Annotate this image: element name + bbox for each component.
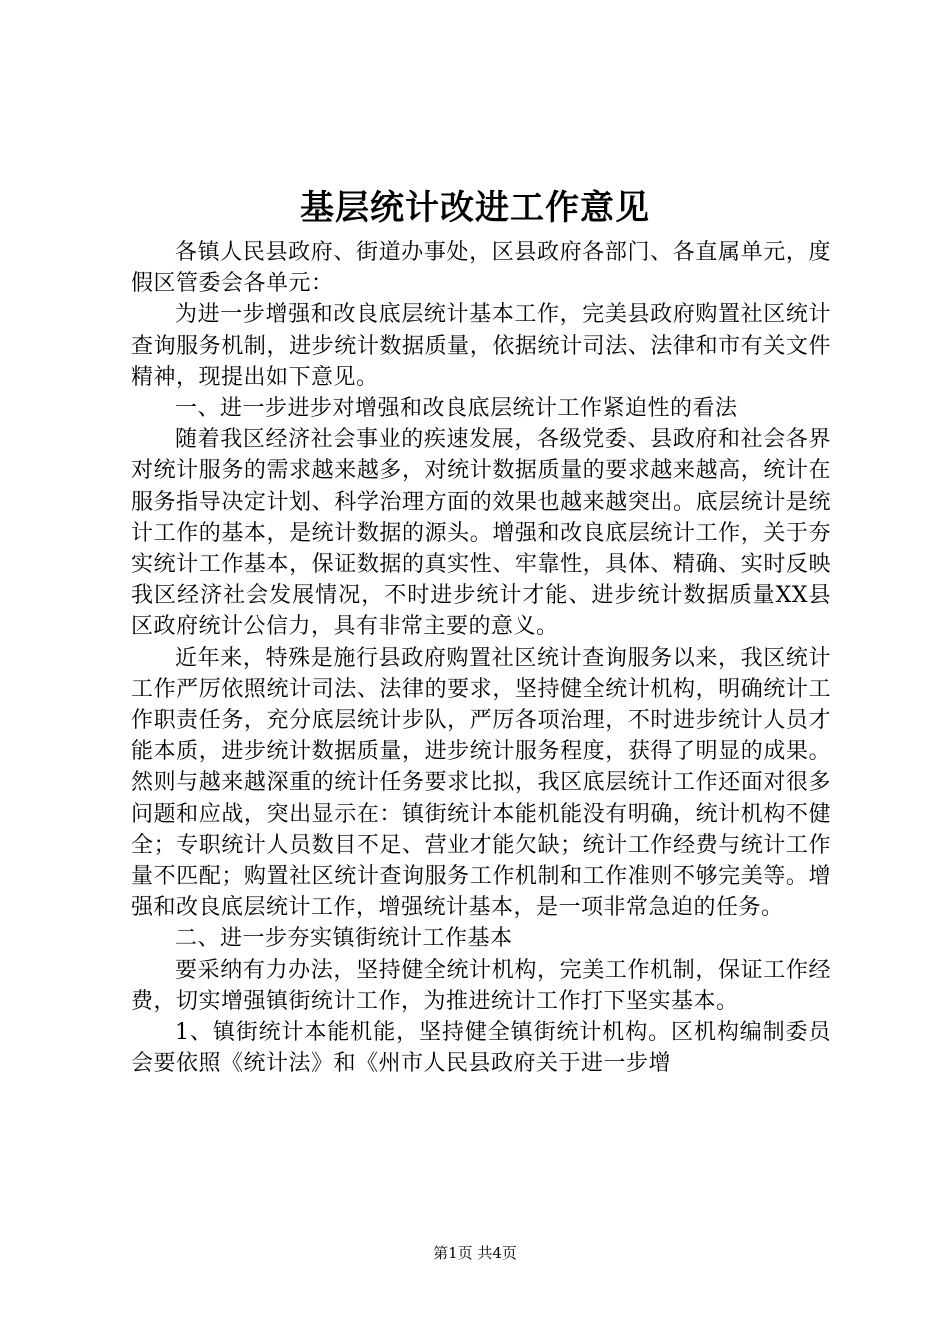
document-title: 基层统计改进工作意见 — [300, 188, 650, 228]
body-paragraph: 随着我区经济社会事业的疾速发展，各级党委、县政府和社会各界对统计服务的需求越来越多，对统计数据质量的要求越来越高，统计在服务指导决定计划、科学治理方面的效果也越来越突出。底层统计是统计工作的基本，是统计数据的源头。增强和改良底层统计工作，关于夯实统计工作基本，保证数据的真实性、牢靠性，具体、精确、实时反映我区经济社会发展情况，不时进步统计才能、进步统计数据质量XX县区政府统计公信力，具有非常主要的意义。 — [131, 427, 831, 640]
section-heading-1: 一、进一步进步对增强和改良底层统计工作紧迫性的看法 — [175, 396, 738, 422]
numbered-paragraph: 1、镇街统计本能机能，坚持健全镇街统计机构。区机构编制委员会要依照《统计法》和《州市人民县政府关于进一步增 — [131, 1020, 831, 1077]
salutation-paragraph: 各镇人民县政府、街道办事处，区县政府各部门、各直属单元，度假区管委会各单元： — [131, 240, 831, 297]
document-body — [131, 237, 831, 1079]
body-paragraph: 近年来，特殊是施行县政府购置社区统计查询服务以来，我区统计工作严厉依照统计司法、法律的要求，坚持健全统计机构，明确统计工作职责任务，充分底层统计步队，严厉各项治理，不时进步统计人员才能本质，进步统计数据质量，进步统计服务程度，获得了明显的成果。然则与越来越深重的统计任务要求比拟，我区底层统计工作还面对很多问题和应战，突出显示在：镇街统计本能机能没有明确，统计机构不健全；专职统计人员数目不足、营业才能欠缺；统计工作经费与统计工作量不匹配；购置社区统计查询服务工作机制和工作准则不够完美等。增强和改良底层统计工作，增强统计基本，是一项非常急迫的任务。 — [131, 645, 831, 921]
section-heading-2: 二、进一步夯实镇街统计工作基本 — [175, 926, 513, 952]
intro-paragraph: 为进一步增强和改良底层统计基本工作，完美县政府购置社区统计查询服务机制，进步统计数据质量，依据统计司法、法律和市有关文件精神，现提出如下意见。 — [131, 302, 831, 390]
body-paragraph: 要采纳有力办法，坚持健全统计机构，完美工作机制，保证工作经费，切实增强镇街统计工作，为推进统计工作打下坚实基本。 — [131, 957, 831, 1014]
page-number-footer: 第1页 共4页 — [433, 1244, 517, 1262]
